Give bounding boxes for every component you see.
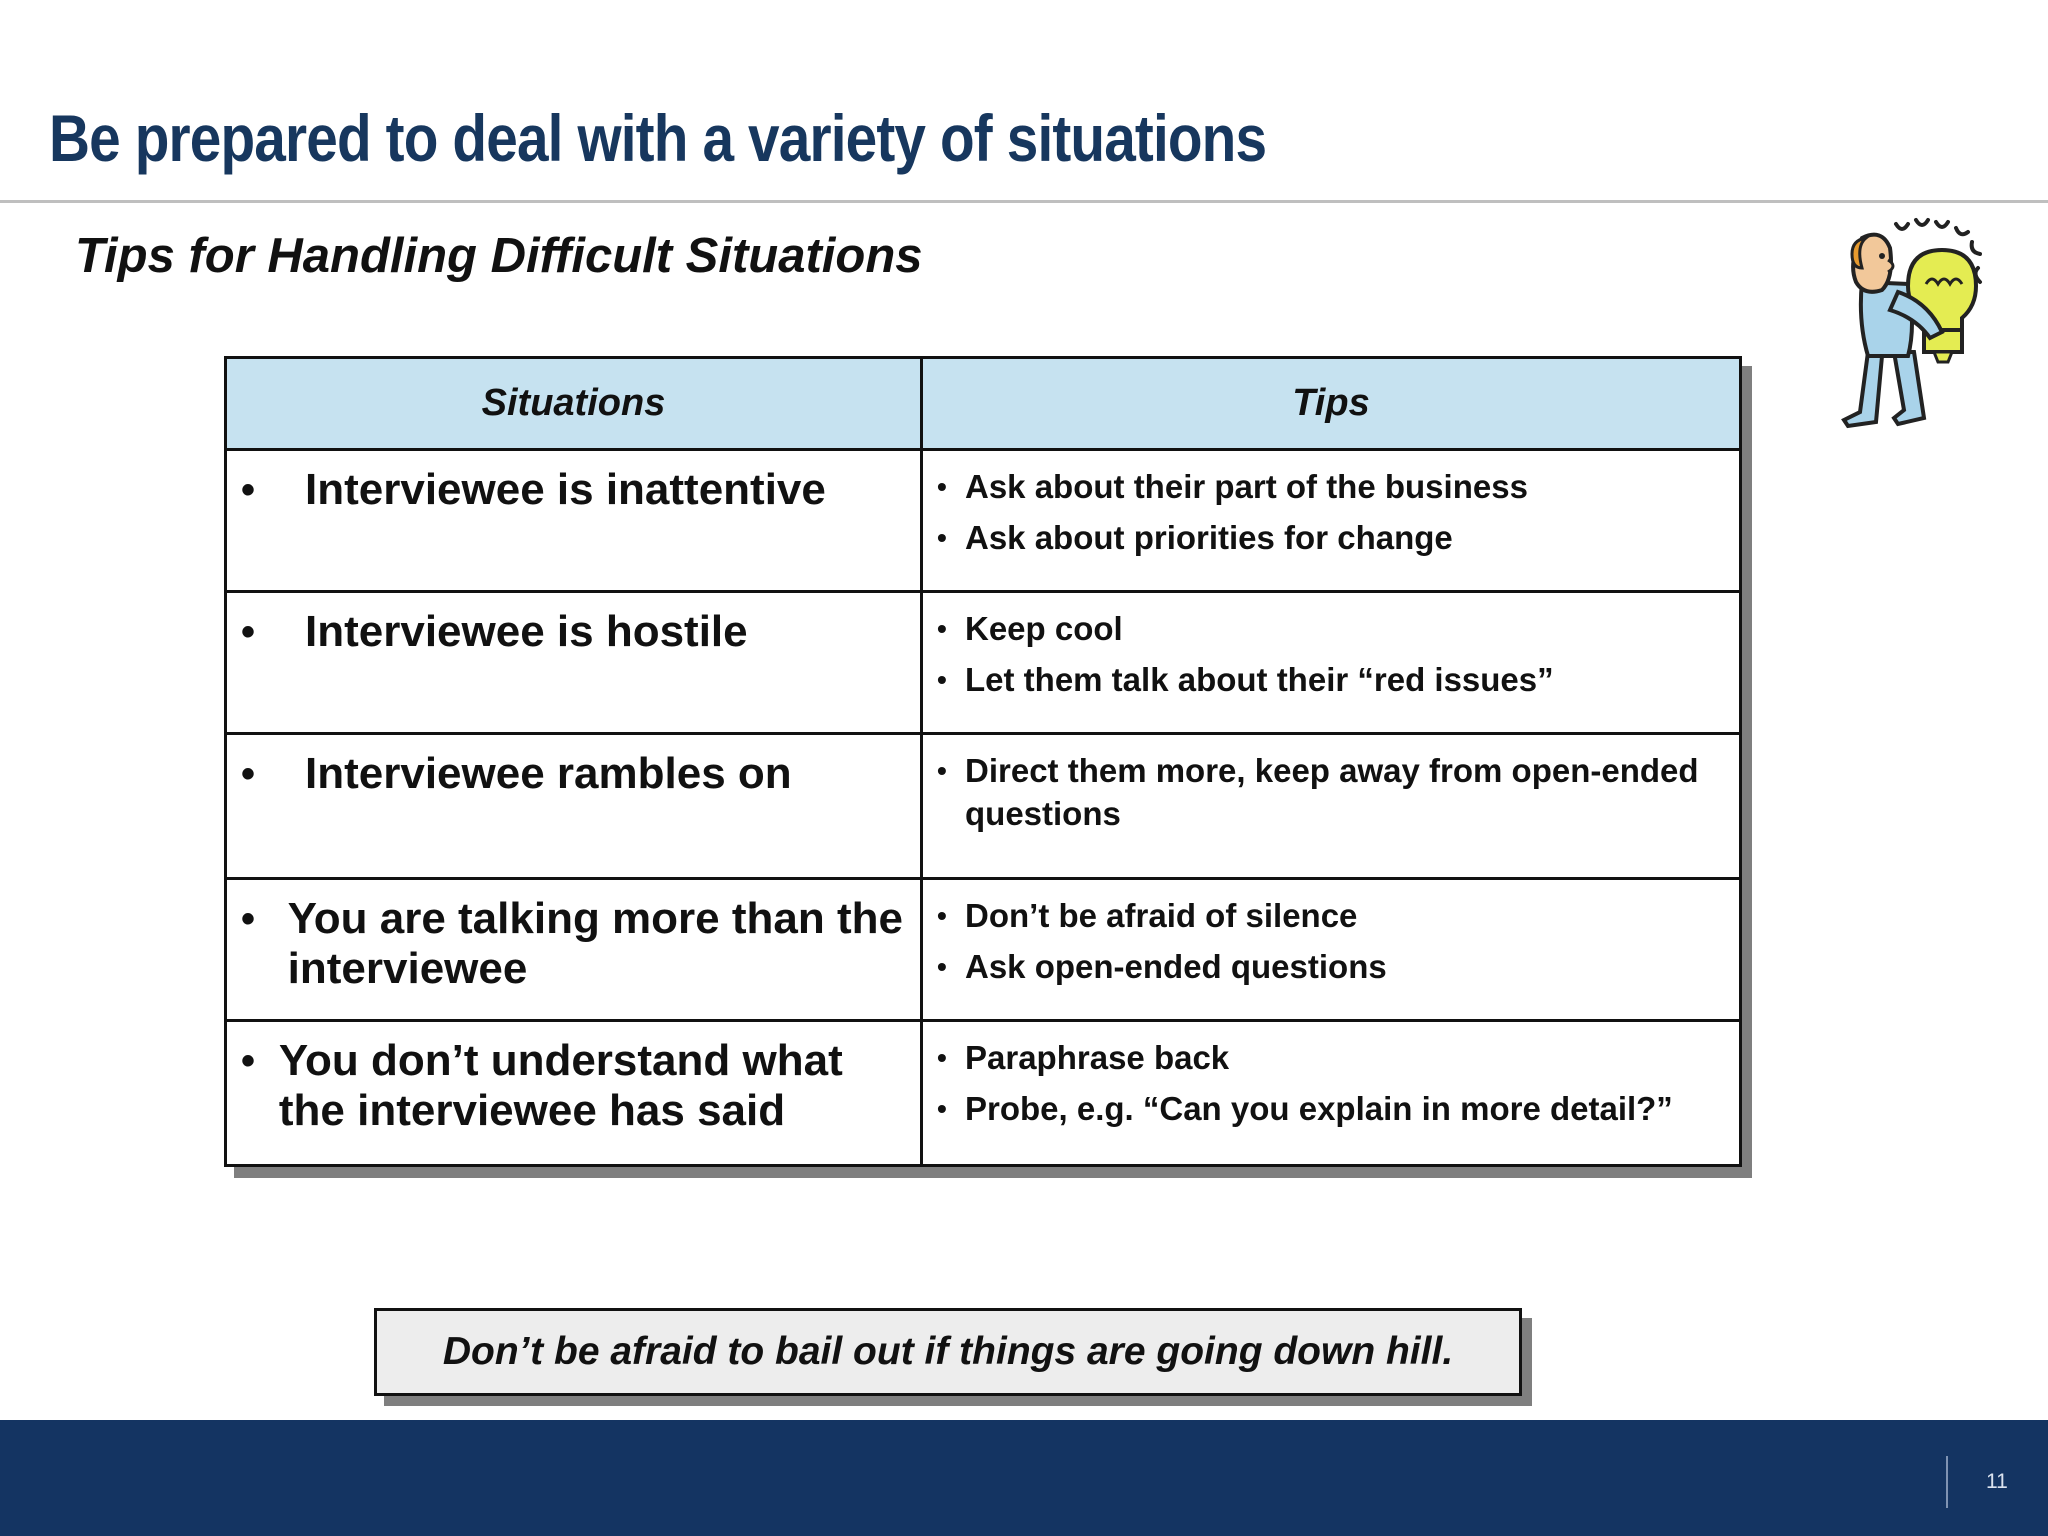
tip-item: • Ask about their part of the business bbox=[937, 468, 1528, 505]
situation-text: Interviewee rambles on bbox=[305, 749, 792, 798]
callout-box: Don’t be afraid to bail out if things are going down hill. bbox=[374, 1308, 1522, 1396]
person-holding-lightbulb-icon bbox=[1838, 212, 1998, 432]
table-row bbox=[226, 450, 1741, 592]
page-number: 11 bbox=[1986, 1470, 2008, 1493]
table-row bbox=[226, 734, 1741, 879]
header-tips: Tips bbox=[922, 358, 1741, 450]
tip-item: • Let them talk about their “red issues” bbox=[937, 661, 1554, 698]
tip-item: • Keep cool bbox=[937, 610, 1123, 647]
situation-text: You don’t understand what the interviewee has said bbox=[278, 1036, 843, 1135]
situation-cell bbox=[226, 879, 922, 1021]
tips-cell bbox=[922, 592, 1741, 734]
tips-cell bbox=[922, 734, 1741, 879]
situation-text: Interviewee is inattentive bbox=[305, 465, 826, 514]
slide-title: Be prepared to deal with a variety of situations bbox=[49, 101, 1267, 175]
tip-item: • Ask about priorities for change bbox=[937, 519, 1453, 556]
tip-item: • Probe, e.g. “Can you explain in more detail?” bbox=[937, 1090, 1673, 1127]
situation-cell bbox=[226, 1021, 922, 1166]
table-row bbox=[226, 879, 1741, 1021]
tips-cell bbox=[922, 1021, 1741, 1166]
tip-item: • Paraphrase back bbox=[937, 1039, 1230, 1076]
tips-table-container bbox=[224, 356, 1742, 1167]
bullet: • bbox=[241, 468, 256, 512]
bullet: • bbox=[241, 752, 256, 796]
tips-cell bbox=[922, 450, 1741, 592]
tips-cell bbox=[922, 879, 1741, 1021]
situation-cell bbox=[226, 734, 922, 879]
title-divider bbox=[0, 200, 2048, 203]
situation-cell bbox=[226, 592, 922, 734]
bullet: • bbox=[241, 1039, 256, 1083]
header-situations: Situations bbox=[226, 358, 922, 450]
situation-cell bbox=[226, 450, 922, 592]
situation-text: Interviewee is hostile bbox=[305, 607, 748, 656]
footer-divider bbox=[1946, 1456, 1948, 1508]
tip-item: • Direct them more, keep away from open-ended questions bbox=[937, 752, 1699, 832]
tip-item: • Don’t be afraid of silence bbox=[937, 897, 1358, 934]
table-row bbox=[226, 1021, 1741, 1166]
table-row bbox=[226, 592, 1741, 734]
situation-text: You are talking more than the interviewee bbox=[287, 894, 903, 993]
slide-subtitle: Tips for Handling Difficult Situations bbox=[75, 229, 923, 283]
tips-table bbox=[224, 356, 1742, 1167]
tip-item: • Ask open-ended questions bbox=[937, 948, 1387, 985]
bullet: • bbox=[241, 610, 256, 654]
footer-bar bbox=[0, 1420, 2048, 1536]
bullet: • bbox=[241, 897, 256, 941]
